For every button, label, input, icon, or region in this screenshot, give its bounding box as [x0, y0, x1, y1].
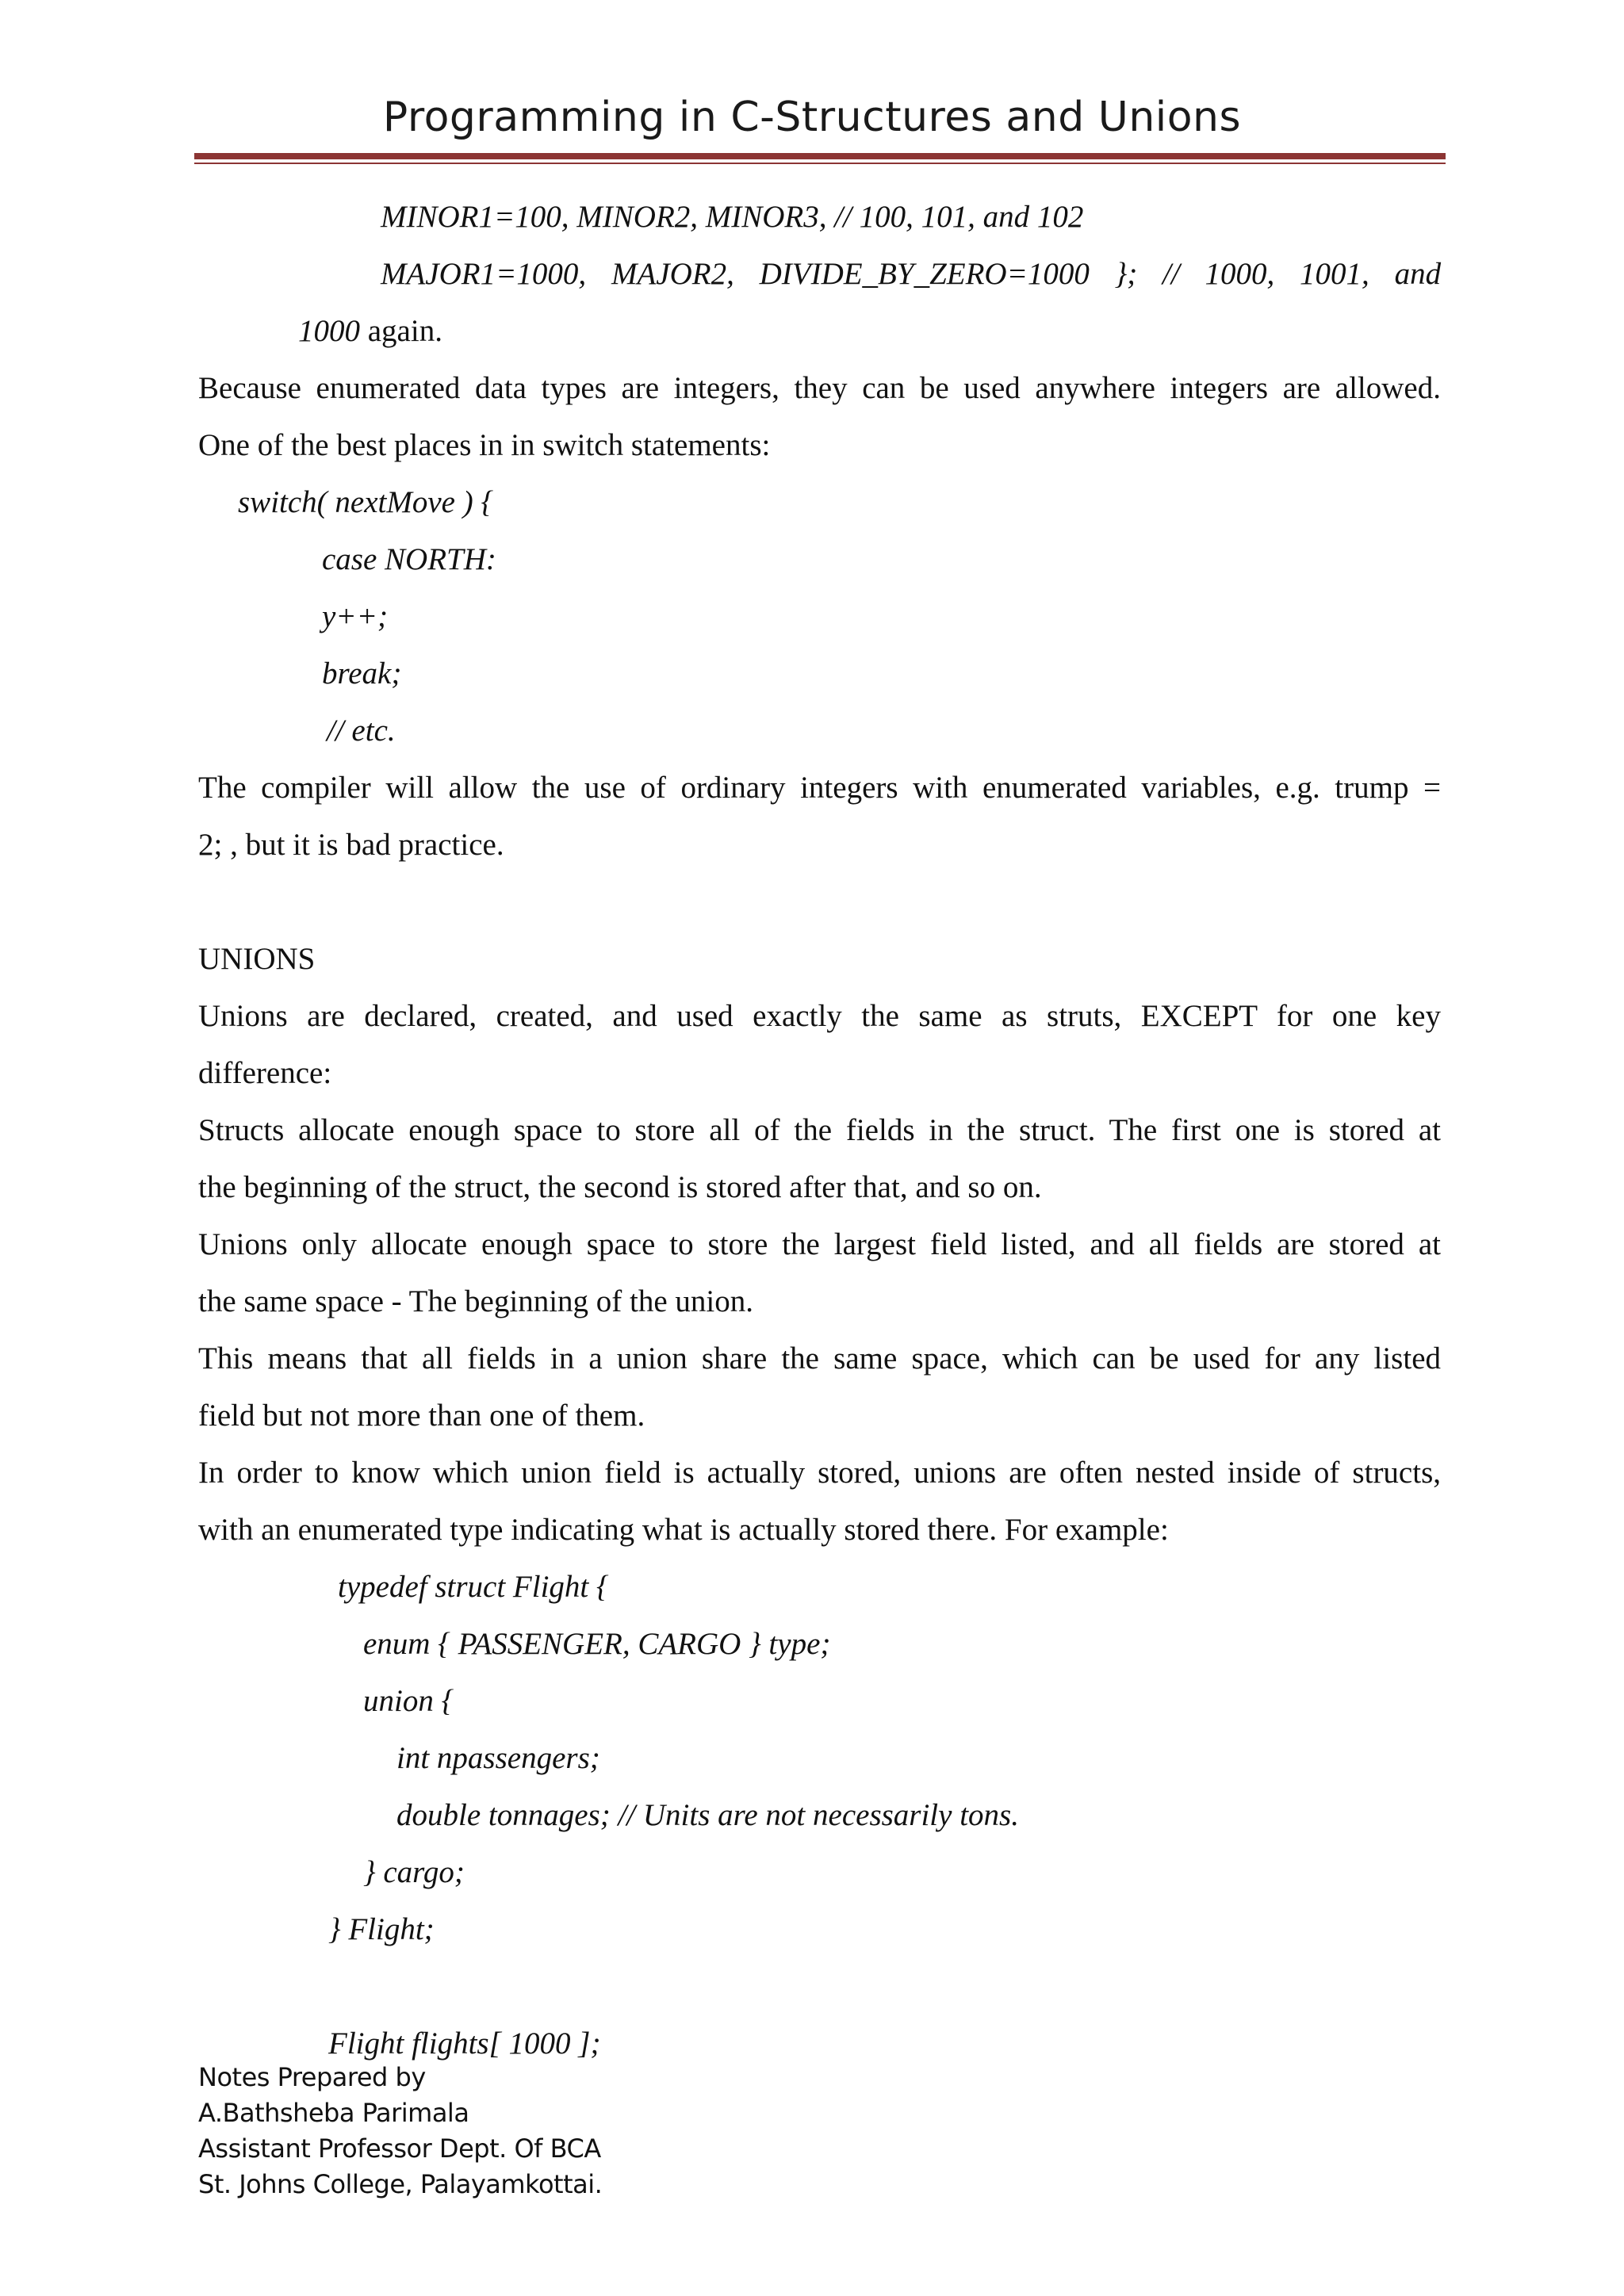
- code-case-north: case NORTH:: [322, 542, 496, 576]
- section-heading-unions: UNIONS: [198, 942, 316, 976]
- para-share-space-line1: This means that all fields in a union share the same space, which can be used for any listed: [198, 1341, 1441, 1376]
- footer-author-block: [198, 2060, 602, 2202]
- enum-major2: MAJOR2,: [611, 257, 734, 291]
- para-structs-line1: Structs allocate enough space to store all of the fields in the struct. The first one is stored at: [198, 1113, 1441, 1147]
- code-break: break;: [322, 656, 402, 691]
- footer-line-author: A.Bathsheba Parimala: [198, 2098, 469, 2128]
- para-unions-declared-line1: Unions are declared, created, and used exactly the same as struts, EXCEPT for one key: [198, 999, 1441, 1033]
- enum-value-1001: 1001,: [1300, 257, 1369, 291]
- code-y-increment: y++;: [322, 599, 388, 633]
- enum-again-text: again.: [360, 314, 442, 348]
- enum-again-line: [298, 312, 442, 350]
- para-compiler-line2: 2; , but it is bad practice.: [198, 828, 504, 862]
- enum-again-number: 1000: [298, 314, 360, 348]
- enum-value-1000: 1000,: [1205, 257, 1275, 291]
- code-flight-close: } Flight;: [328, 1912, 435, 1946]
- code-cargo-close: } cargo;: [363, 1855, 465, 1889]
- para-unions-space-line2: the same space - The beginning of the union.: [198, 1284, 754, 1318]
- para-share-space-line2: field but not more than one of them.: [198, 1399, 645, 1433]
- header-rule-thick: [194, 153, 1446, 159]
- footer-line-position: Assistant Professor Dept. Of BCA: [198, 2133, 601, 2164]
- code-npassengers: int npassengers;: [396, 1741, 600, 1775]
- footer-line-college: St. Johns College, Palayamkottai.: [198, 2169, 603, 2199]
- header-rule-thin: [194, 163, 1446, 164]
- para-integers-line2: One of the best places in in switch statements:: [198, 428, 771, 462]
- code-switch: switch( nextMove ) {: [238, 485, 494, 519]
- code-etc-comment: // etc.: [327, 714, 396, 748]
- enum-major1: MAJOR1=1000,: [381, 257, 587, 291]
- para-integers-line1: Because enumerated data types are integers, they can be used anywhere integers are allowed.: [198, 371, 1441, 405]
- page-header-title: Programming in C-Structures and Unions: [382, 94, 1242, 141]
- enum-major-line: [381, 255, 1441, 293]
- code-union-open: union {: [363, 1684, 454, 1718]
- para-unions-space-line1: Unions only allocate enough space to store the largest field listed, and all fields are stored at: [198, 1227, 1441, 1261]
- para-order-line2: with an enumerated type indicating what is actually stored there. For example:: [198, 1513, 1169, 1547]
- para-structs-line2: the beginning of the struct, the second is stored after that, and so on.: [198, 1170, 1042, 1204]
- code-flights-array: Flight flights[ 1000 ];: [328, 2026, 601, 2061]
- enum-comment-slash: //: [1162, 257, 1180, 291]
- enum-close: };: [1114, 257, 1138, 291]
- code-typedef-flight: typedef struct Flight {: [338, 1570, 609, 1604]
- enum-and: and: [1394, 257, 1442, 291]
- code-tonnages: double tonnages; // Units are not necessarily tons.: [396, 1798, 1019, 1832]
- footer-line-prepared: Notes Prepared by: [198, 2062, 426, 2092]
- enum-minor-line: MINOR1=100, MINOR2, MINOR3, // 100, 101, and 102: [381, 200, 1084, 234]
- code-enum-type: enum { PASSENGER, CARGO } type;: [363, 1627, 831, 1661]
- para-compiler-line1: The compiler will allow the use of ordinary integers with enumerated variables, e.g. trump =: [198, 771, 1441, 805]
- enum-divide: DIVIDE_BY_ZERO=1000: [759, 257, 1090, 291]
- para-order-line1: In order to know which union field is actually stored, unions are often nested inside of structs,: [198, 1456, 1441, 1490]
- para-unions-declared-line2: difference:: [198, 1056, 332, 1090]
